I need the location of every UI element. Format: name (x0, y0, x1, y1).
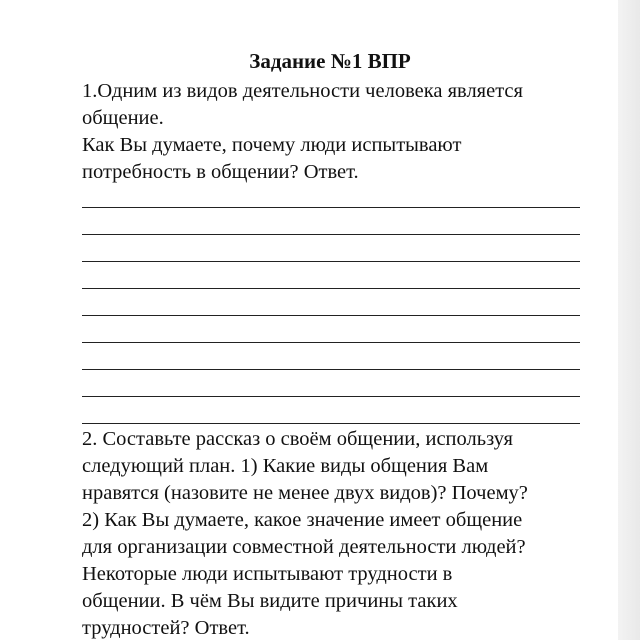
question-1-line: 1.Одним из видов деятельности человека является (82, 80, 523, 102)
answer-line (82, 423, 580, 424)
question-2-line: 2. Составьте рассказ о своём общении, используя (82, 428, 513, 450)
question-2-line: Некоторые люди испытывают трудности в (82, 563, 453, 585)
question-2-line: для организации совместной деятельности людей? (82, 536, 526, 558)
answer-line (82, 369, 580, 370)
question-2-line: 2) Как Вы думаете, какое значение имеет общение (82, 509, 523, 531)
question-2-line: следующий план. 1) Какие виды общения Вам (82, 455, 489, 477)
question-2-line: общении. В чём Вы видите причины таких (82, 590, 458, 612)
page-edge-shadow (618, 0, 640, 640)
question-1-line: потребность в общении? Ответ. (82, 161, 359, 183)
answer-line (82, 342, 580, 343)
question-2 (82, 426, 582, 642)
question-2-line: трудностей? Ответ. (82, 617, 250, 639)
answer-line (82, 315, 580, 316)
answer-line (82, 234, 580, 235)
answer-line (82, 288, 580, 289)
question-1-line: общение. (82, 107, 164, 129)
answer-line (82, 396, 580, 397)
question-1-line: Как Вы думаете, почему люди испытывают (82, 134, 462, 156)
answer-line (82, 261, 580, 262)
question-2-line: нравятся (назовите не менее двух видов)? Почему? (82, 482, 528, 504)
answer-line (82, 207, 580, 208)
page-title: Задание №1 ВПР (249, 49, 411, 73)
